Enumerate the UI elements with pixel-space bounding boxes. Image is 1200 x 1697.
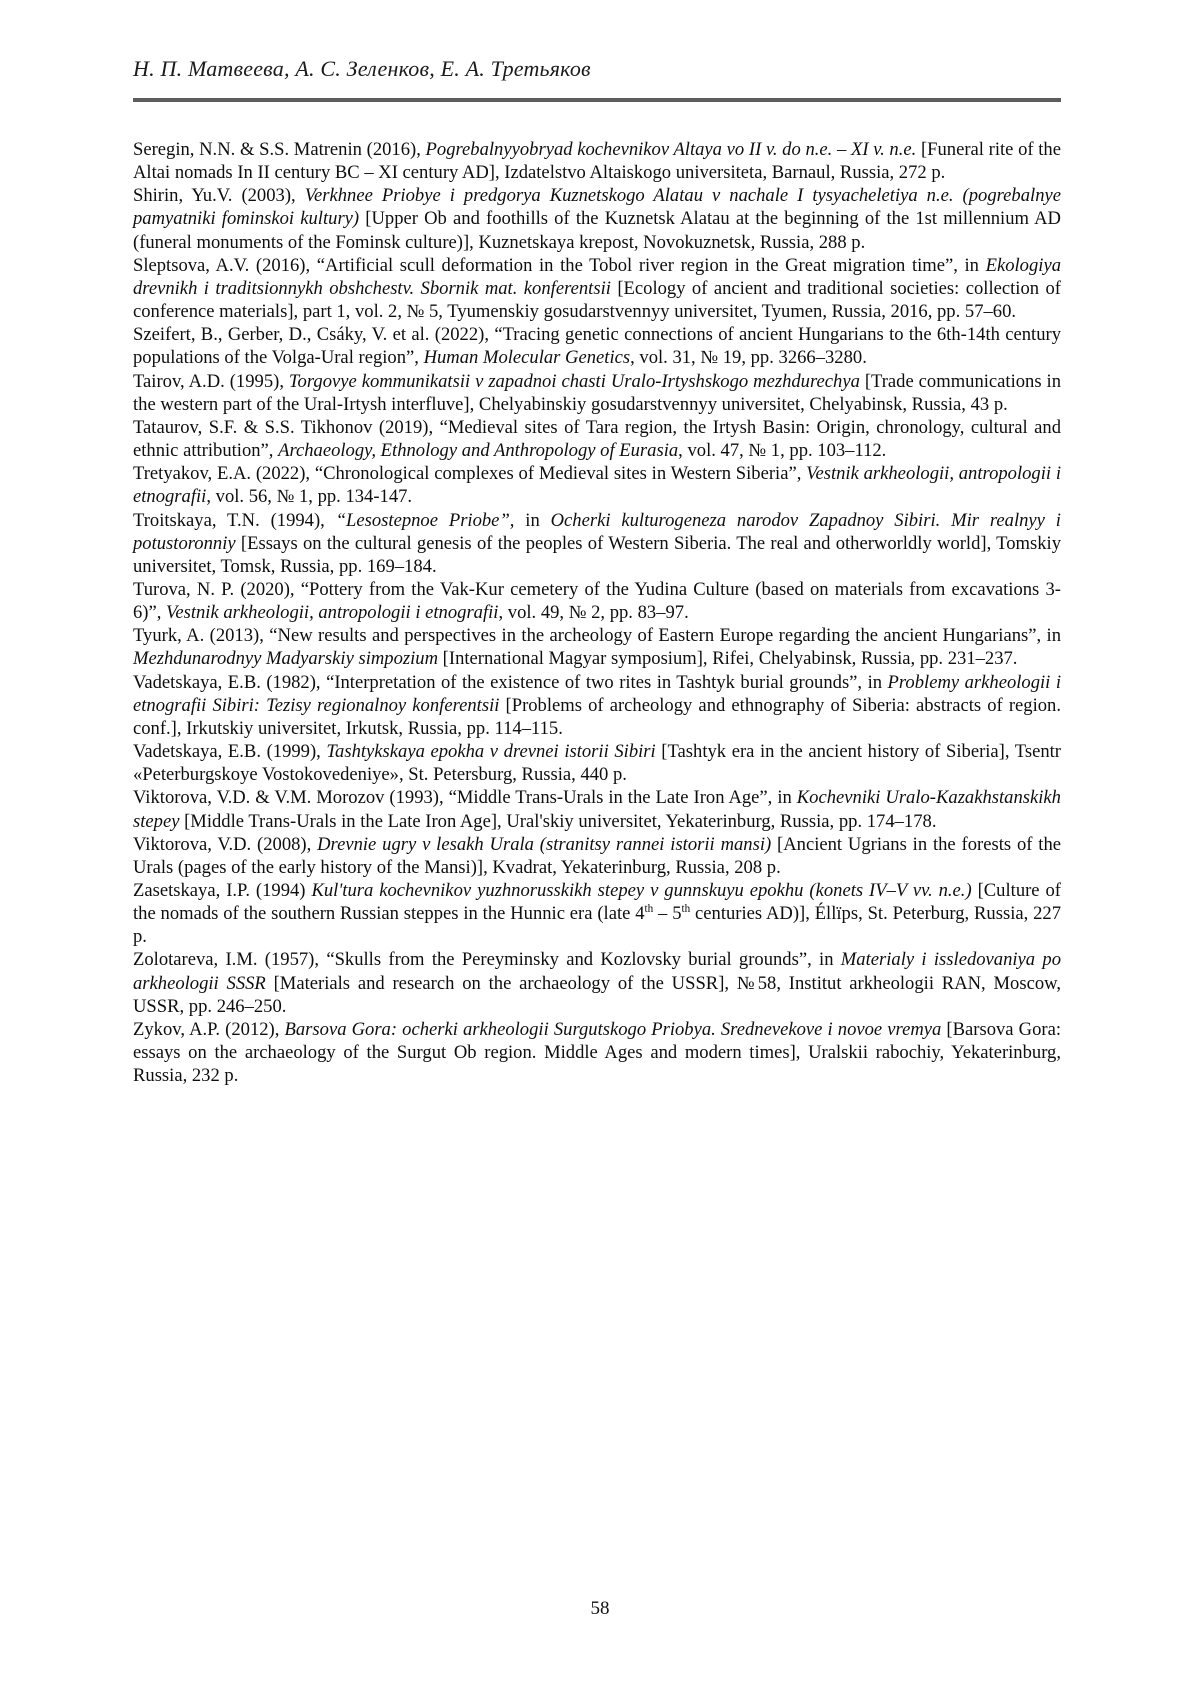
reference-entry: Zolotareva, I.M. (1957), “Skulls from the Pereyminsky and Kozlovsky burial grounds”, in Materialy i issledovaniya po arkheologii SSSR [Materials and research on the archaeology of the USSR], №58, Institut arkheologii RAN, Moscow, USSR, pp. 246–250. [133,949,1062,1017]
reference-entry: Vadetskaya, E.B. (1999), Tashtykskaya epokha v drevnei istorii Sibiri [Tashtyk era in the ancient history of Siberia], Tsentr «Peterburgskoye Vostokovedeniye», St. Petersburg, Russia, 440 p. [133,741,1061,786]
running-head-authors: Н. П. Матвеева, А. С. Зеленков, Е. А. Третьяков [133,56,591,81]
reference-entry: Viktorova, V.D. (2008), Drevnie ugry v lesakh Urala (stranitsy rannei istorii mansi) [Ancient Ugrians in the forests of the Urals (pages of the early history of the Mansi)], Kvadrat, Yekaterinburg, Russia, 208 p. [133,833,1061,878]
reference-entry: Shirin, Yu.V. (2003), Verkhnee Priobye i predgorya Kuznetskogo Alatau v nachale I tysyacheletiya n.e. (pogrebalnye pamyatniki fominskoi kultury) [Upper Ob and foothills of the Kuznetsk Alatau at the beginning of the 1st millennium AD (funeral monuments of the Fominsk culture)], Kuznetskaya krepost, Novokuznetsk, Russia, 288 p. [133,185,1061,253]
reference-entry: Zykov, A.P. (2012), Barsova Gora: ocherki arkheologii Surgutskogo Priobya. Srednevekove i novoe vremya [Barsova Gora: essays on the archaeology of the Surgut Ob region. Middle Ages and modern times], Uralskii rabochiy, Yekaterinburg, Russia, 232 p. [133,1018,1061,1087]
reference-entry: Seregin, N.N. & S.S. Matrenin (2016), Pogrebalnyyobryad kochevnikov Altaya vo II v. do n.e. – XI v. n.e. [Funeral rite of the Altai nomads In II century BC – XI century AD], Izdatelstvo Altaiskogo universiteta, Barnaul, Russia, 272 p. [133,139,1061,184]
reference-entry: Szeifert, B., Gerber, D., Csáky, V. et al. (2022), “Tracing genetic connections of ancient Hungarians to the 6th-14th century populations of the Volga-Ural region”, Human Molecular Genetics, vol. 31, № 19, pp. 3266–3280. [133,324,1061,369]
reference-entry: Tairov, A.D. (1995), Torgovye kommunikatsii v zapadnoi chasti Uralo-Irtyshskogo mezhdurechya [Trade communications in the western part of the Ural-Irtysh interfluve], Chelyabinskiy gosudarstvennyy universitet, Chelyabinsk, Russia, 43 p. [133,370,1061,415]
reference-entry: Viktorova, V.D. & V.M. Morozov (1993), “Middle Trans-Urals in the Late Iron Age”, in Kochevniki Uralo-Kazakhstanskikh stepey [Middle Trans-Urals in the Late Iron Age], Ural'skiy universitet, Yekaterinburg, Russia, pp. 174–178. [133,787,1061,832]
reference-entry: Zasetskaya, I.P. (1994) Kul'tura kochevnikov yuzhnorusskikh stepey v gunnskuyu epokhu (konets IV–V vv. n.e.) [Culture of the nomads of the southern Russian steppes in the Hunnic era (late 4th – 5th centuries AD)], Éllïps, St. Peterburg, Russia, 227 p. [133,880,1062,948]
reference-entry: Troitskaya, T.N. (1994), “Lesostepnoe Priobe”, in Ocherki kulturogeneza narodov Zapadnoy Sibiri. Mir realnyy i potustoronniy [Essays on the cultural genesis of the peoples of Western Siberia. The real and otherworldly world], Tomskiy universitet, Tomsk, Russia, pp. 169–184. [133,509,1061,577]
reference-entry: Tataurov, S.F. & S.S. Tikhonov (2019), “Medieval sites of Tara region, the Irtysh Basin: Origin, chronology, cultural and ethnic attribution”, Archaeology, Ethnology and Anthropology of Eurasia, vol. 47, № 1, pp. 103–112. [133,416,1061,462]
references-list [133,138,1061,1087]
reference-entry: Tyurk, A. (2013), “New results and perspectives in the archeology of Eastern Europe regarding the ancient Hungarians”, in Mezhdunarodnyy Madyarskiy simpozium [International Magyar symposium], Rifei, Chelyabinsk, Russia, pp. 231–237. [133,625,1061,670]
reference-entry: Sleptsova, A.V. (2016), “Artificial scull deformation in the Tobol river region in the Great migration time”, in Ekologiya drevnikh i traditsionnykh obshchestv. Sbornik mat. konferentsii [Ecology of ancient and traditional societies: collection of conference materials], part 1, vol. 2, № 5, Tyumenskiy gosudarstvennyy universitet, Tyumen, Russia, 2016, pp. 57–60. [133,254,1061,323]
page-number: 58 [590,1598,610,1619]
reference-entry: Tretyakov, E.A. (2022), “Chronological complexes of Medieval sites in Western Siberia”, Vestnik arkheologii, antropologii i etnografii, vol. 56, № 1, pp. 134-147. [133,463,1061,508]
header-rule [133,98,1061,102]
reference-entry: Turova, N. P. (2020), “Pottery from the Vak-Kur cemetery of the Yudina Culture (based on materials from excavations 3-6)”, Vestnik arkheologii, antropologii i etnografii, vol. 49, № 2, pp. 83–97. [133,578,1061,624]
reference-entry: Vadetskaya, E.B. (1982), “Interpretation of the existence of two rites in Tashtyk burial grounds”, in Problemy arkheologii i etnografii Sibiri: Tezisy regionalnoy konferentsii [Problems of archeology and ethnography of Siberia: abstracts of region. conf.], Irkutskiy universitet, Irkutsk, Russia, pp. 114–115. [133,671,1061,739]
